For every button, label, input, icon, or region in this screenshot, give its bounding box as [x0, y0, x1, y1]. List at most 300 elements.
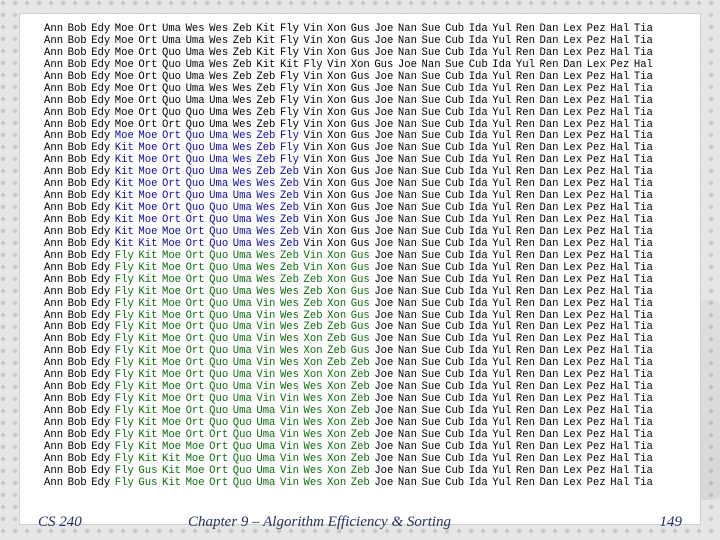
grid-cell: Fly	[114, 369, 134, 382]
grid-cell: Sue	[421, 333, 441, 346]
grid-cell: Wes	[303, 464, 323, 477]
grid-cell: Uma	[209, 142, 229, 155]
grid-cell: Cub	[445, 416, 465, 429]
grid-cell: Pez	[586, 23, 606, 35]
grid-cell: Gus	[350, 118, 370, 131]
grid-cell: Pez	[586, 34, 606, 47]
grid-cell: Edy	[91, 142, 111, 155]
grid-cell: Dan	[539, 297, 559, 310]
grid-cell: Vin	[303, 46, 323, 59]
grid-row	[44, 478, 657, 490]
grid-row	[44, 442, 657, 454]
grid-cell: Lex	[563, 82, 583, 95]
grid-cell: Edy	[91, 452, 111, 465]
grid-cell: Zeb	[327, 333, 347, 346]
grid-cell: Nan	[397, 178, 417, 191]
grid-cell: Lex	[563, 261, 583, 274]
grid-cell: Joe	[374, 225, 394, 238]
grid-cell: Cub	[468, 58, 488, 71]
grid-cell: Kit	[114, 202, 134, 215]
grid-cell: Edy	[91, 357, 111, 370]
grid-cell: Dan	[539, 357, 559, 370]
grid-cell: Fly	[114, 309, 134, 322]
grid-cell: Lex	[563, 178, 583, 191]
grid-cell: Ort	[185, 237, 205, 250]
grid-cell: Cub	[445, 190, 465, 203]
grid-cell: Fly	[114, 273, 134, 286]
grid-cell: Hal	[610, 416, 630, 429]
grid-cell: Dan	[539, 237, 559, 250]
grid-cell: Tia	[633, 23, 653, 35]
grid-cell: Tia	[633, 249, 653, 262]
grid-cell: Hal	[610, 34, 630, 47]
grid-cell: Joe	[374, 202, 394, 215]
grid-cell: Yul	[492, 273, 512, 286]
grid-cell: Vin	[279, 464, 300, 477]
grid-cell: Ann	[44, 452, 64, 465]
grid-cell: Moe	[161, 333, 182, 346]
grid-cell: Ren	[515, 94, 535, 107]
grid-cell: Kit	[114, 142, 134, 155]
grid-cell: Kit	[138, 428, 158, 441]
grid-cell: Ren	[539, 58, 559, 71]
grid-cell: Xon	[327, 190, 347, 203]
grid-cell: Uma	[232, 381, 252, 394]
grid-cell: Edy	[91, 178, 111, 191]
grid-cell: Hal	[610, 237, 630, 250]
grid-cell: Xon	[303, 345, 323, 358]
grid-cell: Uma	[256, 416, 276, 429]
grid-cell: Nan	[397, 190, 417, 203]
grid-cell: Wes	[279, 369, 300, 382]
grid-cell: Moe	[114, 106, 134, 119]
grid-cell: Pez	[586, 166, 606, 179]
grid-cell: Lex	[563, 393, 583, 406]
grid-cell: Ida	[468, 154, 488, 167]
grid-cell: Sue	[421, 345, 441, 358]
grid-cell: Ann	[44, 309, 64, 322]
grid-cell: Fly	[114, 261, 134, 274]
grid-cell: Ida	[468, 452, 488, 465]
grid-cell: Edy	[91, 118, 111, 131]
grid-cell: Ida	[468, 46, 488, 59]
grid-cell: Fly	[114, 464, 134, 477]
grid-cell: Edy	[91, 405, 111, 417]
grid-cell: Uma	[209, 118, 229, 131]
grid-cell: Joe	[374, 214, 394, 226]
grid-cell: Quo	[209, 345, 229, 358]
grid-cell: Sue	[421, 464, 441, 477]
grid-cell: Tia	[633, 142, 653, 155]
grid-cell: Pez	[586, 357, 606, 370]
grid-cell: Lex	[563, 23, 583, 35]
grid-cell: Bob	[67, 476, 87, 489]
grid-cell: Tia	[633, 369, 653, 382]
grid-cell: Ida	[468, 166, 488, 179]
grid-cell: Nan	[397, 106, 417, 119]
grid-cell: Gus	[350, 166, 370, 179]
grid-cell: Ann	[44, 106, 64, 119]
grid-cell: Pez	[586, 154, 606, 167]
grid-cell: Xon	[303, 333, 323, 346]
grid-cell: Yul	[492, 309, 512, 322]
grid-cell: Tia	[633, 476, 653, 489]
grid-cell: Tia	[633, 285, 653, 298]
grid-cell: Ren	[515, 130, 535, 143]
grid-cell: Kit	[138, 416, 158, 429]
grid-cell: Vin	[327, 58, 347, 71]
grid-cell: Yul	[492, 166, 512, 179]
grid-cell: Joe	[374, 94, 394, 107]
grid-cell: Bob	[67, 416, 87, 429]
grid-cell: Sue	[421, 476, 441, 489]
grid-cell: Lex	[563, 34, 583, 47]
grid-cell: Vin	[279, 440, 300, 453]
grid-cell: Gus	[350, 273, 370, 286]
grid-cell: Ren	[515, 369, 535, 382]
grid-cell: Dan	[539, 225, 559, 238]
grid-cell: Pez	[586, 118, 606, 131]
grid-cell: Cub	[445, 476, 465, 489]
grid-cell: Bob	[67, 333, 87, 346]
grid-cell: Ren	[515, 345, 535, 358]
grid-cell: Bob	[67, 237, 87, 250]
grid-cell: Cub	[445, 23, 465, 35]
grid-cell: Ida	[468, 321, 488, 334]
grid-cell: Yul	[492, 476, 512, 489]
grid-cell: Hal	[610, 249, 630, 262]
grid-cell: Cub	[445, 464, 465, 477]
grid-cell: Ort	[161, 166, 182, 179]
grid-cell: Dan	[539, 190, 559, 203]
grid-cell: Hal	[610, 381, 630, 394]
grid-cell: Sue	[421, 357, 441, 370]
grid-cell: Ann	[44, 416, 64, 429]
grid-cell: Tia	[633, 154, 653, 167]
grid-cell: Wes	[303, 476, 323, 489]
grid-cell: Ida	[468, 118, 488, 131]
grid-cell: Bob	[67, 249, 87, 262]
grid-row	[44, 287, 657, 299]
grid-cell: Ort	[185, 405, 205, 417]
grid-cell: Quo	[161, 82, 182, 95]
grid-cell: Cub	[445, 178, 465, 191]
grid-cell: Joe	[374, 321, 394, 334]
grid-cell: Edy	[91, 440, 111, 453]
grid-cell: Kit	[138, 345, 158, 358]
grid-cell: Edy	[91, 464, 111, 477]
grid-cell: Bob	[67, 130, 87, 143]
grid-cell: Joe	[374, 166, 394, 179]
grid-cell: Joe	[374, 82, 394, 95]
grid-cell: Ort	[138, 34, 158, 47]
grid-cell: Ren	[515, 333, 535, 346]
grid-cell: Yul	[492, 237, 512, 250]
grid-cell: Kit	[114, 166, 134, 179]
grid-cell: Edy	[91, 94, 111, 107]
grid-cell: Lex	[563, 452, 583, 465]
grid-cell: Hal	[610, 23, 630, 35]
grid-cell: Zeb	[232, 23, 252, 35]
grid-cell: Kit	[138, 297, 158, 310]
grid-cell: Hal	[610, 405, 630, 417]
grid-cell: Sue	[421, 273, 441, 286]
grid-cell: Dan	[539, 23, 559, 35]
grid-cell: Sue	[421, 393, 441, 406]
grid-cell: Lex	[563, 285, 583, 298]
grid-cell: Uma	[209, 106, 229, 119]
grid-cell: Kit	[138, 369, 158, 382]
grid-cell: Zeb	[303, 321, 323, 334]
grid-cell: Hal	[610, 357, 630, 370]
grid-cell: Ort	[185, 345, 205, 358]
grid-cell: Hal	[610, 345, 630, 358]
grid-cell: Gus	[350, 154, 370, 167]
grid-cell: Ren	[515, 321, 535, 334]
grid-cell: Zeb	[303, 309, 323, 322]
grid-cell: Uma	[256, 476, 276, 489]
grid-cell: Uma	[256, 464, 276, 477]
grid-cell: Wes	[209, 23, 229, 35]
grid-cell: Kit	[256, 58, 276, 71]
grid-cell: Moe	[161, 440, 182, 453]
grid-cell: Zeb	[279, 225, 300, 238]
grid-cell: Kit	[161, 476, 182, 489]
grid-cell: Ort	[209, 476, 229, 489]
grid-cell: Uma	[161, 23, 182, 35]
grid-row	[44, 299, 657, 311]
grid-cell: Lex	[563, 214, 583, 226]
grid-cell: Uma	[232, 405, 252, 417]
grid-cell: Uma	[232, 393, 252, 406]
grid-cell: Uma	[232, 297, 252, 310]
grid-cell: Ida	[468, 202, 488, 215]
grid-cell: Quo	[209, 405, 229, 417]
grid-cell: Gus	[350, 34, 370, 47]
grid-cell: Cub	[445, 369, 465, 382]
grid-cell: Gus	[350, 285, 370, 298]
grid-cell: Moe	[161, 309, 182, 322]
grid-cell: Hal	[610, 142, 630, 155]
grid-cell: Dan	[539, 393, 559, 406]
grid-cell: Ort	[161, 190, 182, 203]
grid-cell: Lex	[563, 106, 583, 119]
grid-cell: Cub	[445, 428, 465, 441]
grid-cell: Ida	[468, 142, 488, 155]
grid-cell: Quo	[185, 166, 205, 179]
grid-cell: Cub	[445, 452, 465, 465]
grid-cell: Bob	[67, 285, 87, 298]
grid-cell: Fly	[303, 58, 323, 71]
grid-cell: Dan	[539, 440, 559, 453]
grid-cell: Kit	[138, 285, 158, 298]
grid-cell: Yul	[492, 393, 512, 406]
grid-cell: Hal	[610, 225, 630, 238]
grid-cell: Tia	[633, 452, 653, 465]
grid-cell: Bob	[67, 82, 87, 95]
grid-cell: Dan	[539, 118, 559, 131]
grid-row	[44, 72, 657, 84]
grid-cell: Gus	[350, 297, 370, 310]
grid-cell: Edy	[91, 369, 111, 382]
grid-cell: Bob	[67, 464, 87, 477]
grid-cell: Tia	[633, 214, 653, 226]
grid-cell: Gus	[350, 190, 370, 203]
grid-cell: Hal	[610, 464, 630, 477]
grid-cell: Xon	[327, 381, 347, 394]
grid-cell: Wes	[256, 202, 276, 215]
grid-cell: Sue	[421, 428, 441, 441]
grid-cell: Ida	[468, 416, 488, 429]
grid-cell: Wes	[232, 166, 252, 179]
grid-cell: Quo	[185, 118, 205, 131]
grid-cell: Zeb	[350, 428, 370, 441]
grid-cell: Vin	[303, 225, 323, 238]
grid-row	[44, 108, 657, 120]
grid-cell: Cub	[445, 297, 465, 310]
grid-cell: Hal	[610, 202, 630, 215]
grid-cell: Edy	[91, 106, 111, 119]
grid-cell: Cub	[445, 261, 465, 274]
grid-cell: Wes	[232, 130, 252, 143]
grid-cell: Moe	[138, 214, 158, 226]
grid-cell: Yul	[492, 142, 512, 155]
grid-cell: Bob	[67, 118, 87, 131]
grid-cell: Edy	[91, 34, 111, 47]
grid-cell: Yul	[492, 428, 512, 441]
grid-cell: Pez	[586, 393, 606, 406]
grid-cell: Ren	[515, 214, 535, 226]
grid-cell: Uma	[185, 70, 205, 83]
grid-cell: Lex	[563, 357, 583, 370]
grid-cell: Ann	[44, 285, 64, 298]
grid-cell: Tia	[633, 34, 653, 47]
grid-cell: Zeb	[350, 464, 370, 477]
grid-cell: Yul	[492, 405, 512, 417]
grid-cell: Lex	[563, 369, 583, 382]
grid-cell: Lex	[563, 345, 583, 358]
grid-cell: Ort	[138, 70, 158, 83]
grid-cell: Tia	[633, 118, 653, 131]
grid-cell: Zeb	[256, 130, 276, 143]
grid-cell: Cub	[445, 405, 465, 417]
grid-cell: Ann	[44, 58, 64, 71]
grid-cell: Vin	[303, 166, 323, 179]
grid-cell: Fly	[114, 381, 134, 394]
grid-cell: Dan	[539, 452, 559, 465]
grid-cell: Cub	[445, 202, 465, 215]
grid-cell: Joe	[374, 23, 394, 35]
grid-cell: Lex	[563, 464, 583, 477]
grid-cell: Quo	[209, 297, 229, 310]
grid-cell: Pez	[586, 285, 606, 298]
grid-cell: Sue	[421, 190, 441, 203]
grid-cell: Ren	[515, 297, 535, 310]
grid-cell: Dan	[539, 333, 559, 346]
grid-cell: Ren	[515, 416, 535, 429]
grid-cell: Fly	[114, 297, 134, 310]
grid-cell: Tia	[633, 381, 653, 394]
grid-cell: Yul	[492, 34, 512, 47]
grid-cell: Nan	[397, 46, 417, 59]
grid-cell: Ren	[515, 381, 535, 394]
grid-cell: Gus	[350, 214, 370, 226]
grid-cell: Moe	[138, 166, 158, 179]
grid-cell: Nan	[397, 202, 417, 215]
grid-cell: Ort	[138, 82, 158, 95]
grid-cell: Uma	[256, 440, 276, 453]
grid-cell: Vin	[279, 405, 300, 417]
grid-cell: Vin	[303, 154, 323, 167]
grid-cell: Uma	[209, 94, 229, 107]
grid-cell: Joe	[374, 118, 394, 131]
grid-cell: Ort	[161, 202, 182, 215]
grid-cell: Hal	[610, 94, 630, 107]
grid-cell: Zeb	[256, 82, 276, 95]
grid-cell: Kit	[114, 214, 134, 226]
grid-cell: Yul	[492, 261, 512, 274]
grid-cell: Pez	[586, 214, 606, 226]
grid-cell: Zeb	[303, 273, 323, 286]
grid-cell: Nan	[397, 309, 417, 322]
grid-cell: Moe	[161, 237, 182, 250]
grid-cell: Wes	[279, 333, 300, 346]
grid-cell: Dan	[539, 261, 559, 274]
grid-cell: Fly	[114, 416, 134, 429]
grid-cell: Yul	[492, 345, 512, 358]
grid-cell: Lex	[563, 297, 583, 310]
grid-cell: Zeb	[279, 214, 300, 226]
grid-cell: Nan	[397, 214, 417, 226]
grid-cell: Xon	[327, 225, 347, 238]
grid-cell: Kit	[161, 464, 182, 477]
grid-cell: Hal	[610, 154, 630, 167]
grid-cell: Xon	[327, 46, 347, 59]
grid-cell: Moe	[114, 94, 134, 107]
grid-cell: Tia	[633, 345, 653, 358]
grid-cell: Tia	[633, 94, 653, 107]
grid-cell: Ida	[468, 214, 488, 226]
grid-cell: Xon	[327, 202, 347, 215]
grid-cell: Ort	[161, 178, 182, 191]
grid-cell: Pez	[586, 202, 606, 215]
grid-cell: Ort	[138, 106, 158, 119]
grid-cell: Ida	[468, 249, 488, 262]
grid-cell: Xon	[327, 369, 347, 382]
grid-cell: Fly	[114, 321, 134, 334]
grid-cell: Moe	[138, 154, 158, 167]
grid-cell: Wes	[185, 23, 205, 35]
grid-cell: Bob	[67, 94, 87, 107]
grid-cell: Tia	[633, 106, 653, 119]
grid-cell: Pez	[586, 440, 606, 453]
grid-cell: Ann	[44, 237, 64, 250]
grid-cell: Hal	[610, 261, 630, 274]
grid-cell: Ann	[44, 166, 64, 179]
grid-cell: Quo	[161, 94, 182, 107]
grid-cell: Yul	[492, 357, 512, 370]
footer-course: CS 240	[38, 514, 82, 530]
grid-cell: Joe	[374, 46, 394, 59]
grid-cell: Yul	[492, 249, 512, 262]
grid-cell: Bob	[67, 440, 87, 453]
grid-cell: Ort	[138, 23, 158, 35]
grid-cell: Ida	[468, 106, 488, 119]
grid-cell: Xon	[327, 309, 347, 322]
grid-cell: Yul	[492, 452, 512, 465]
grid-cell: Bob	[67, 357, 87, 370]
grid-cell: Ida	[468, 70, 488, 83]
